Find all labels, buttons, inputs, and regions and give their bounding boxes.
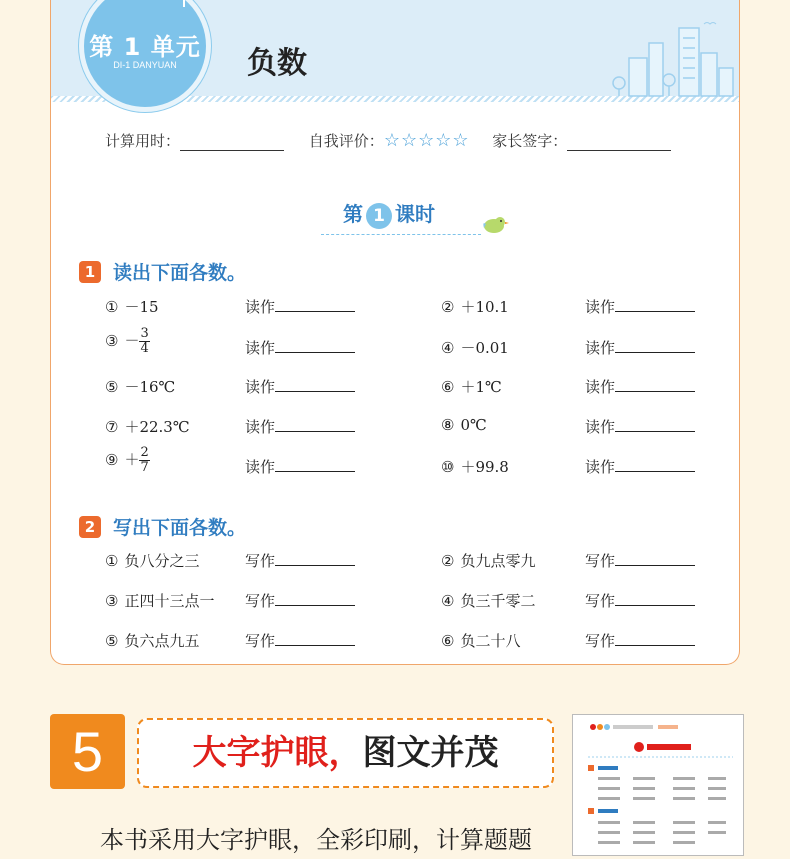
item-value: －15 <box>124 298 159 316</box>
feature-title-black: 图文并茂 <box>362 733 499 773</box>
answer-blank[interactable] <box>275 551 355 566</box>
answer-slot <box>245 550 355 571</box>
item-index: ⑧ <box>441 416 455 434</box>
item-value: －0.01 <box>460 339 509 357</box>
item-index: ③ <box>105 331 119 350</box>
exercise-item <box>441 296 509 317</box>
time-blank[interactable] <box>180 150 284 151</box>
answer-slot <box>585 296 695 317</box>
answer-blank[interactable] <box>275 297 355 312</box>
answer-blank[interactable] <box>615 457 695 472</box>
exercise-item <box>105 416 190 437</box>
section1-badge: 1 <box>79 261 101 283</box>
item-value: ＋ <box>124 450 140 469</box>
item-index: ⑩ <box>441 458 455 476</box>
answer-blank[interactable] <box>275 417 355 432</box>
item-value: ＋10.1 <box>460 298 509 316</box>
answer-slot <box>245 376 355 397</box>
answer-blank[interactable] <box>275 591 355 606</box>
parent-sign-blank[interactable] <box>567 150 671 151</box>
exercise-item <box>105 327 150 356</box>
answer-blank[interactable] <box>615 631 695 646</box>
item-index: ② <box>441 298 455 316</box>
answer-blank[interactable] <box>275 631 355 646</box>
answer-label: 读作 <box>245 298 276 316</box>
star-rating[interactable]: ☆☆☆☆☆ <box>383 130 470 151</box>
exercise-item <box>105 550 199 571</box>
item-value: 负九点零九 <box>460 552 536 570</box>
answer-label: 写作 <box>585 552 616 570</box>
answer-label: 写作 <box>585 632 616 650</box>
answer-slot <box>585 456 695 477</box>
fraction <box>139 446 149 475</box>
answer-label: 读作 <box>585 378 616 396</box>
feature-number: 5 <box>50 714 125 789</box>
item-index: ⑥ <box>441 378 455 396</box>
badge-hanger-line <box>183 0 185 7</box>
section2-badge: 2 <box>79 516 101 538</box>
lesson-suffix: 课时 <box>395 202 435 226</box>
answer-blank[interactable] <box>615 417 695 432</box>
lesson-number: 1 <box>366 203 392 229</box>
answer-slot <box>585 550 695 571</box>
answer-slot <box>585 376 695 397</box>
section2-title: 写出下面各数。 <box>113 517 247 539</box>
sample-page-thumbnail <box>572 714 744 856</box>
section1-title: 读出下面各数。 <box>113 262 247 284</box>
fraction-numerator: 2 <box>140 445 149 460</box>
answer-slot <box>585 630 695 651</box>
exercise-item <box>441 337 509 358</box>
time-label: 计算用时： <box>105 132 181 150</box>
worksheet-card <box>50 0 740 665</box>
item-value: ＋22.3℃ <box>124 418 190 436</box>
answer-blank[interactable] <box>615 338 695 353</box>
item-index: ② <box>441 552 455 570</box>
answer-label: 读作 <box>245 378 276 396</box>
bird-icon <box>481 214 509 236</box>
answer-slot <box>585 416 695 437</box>
answer-slot <box>245 416 355 437</box>
section2-heading <box>79 513 246 540</box>
exercise-item <box>441 416 487 434</box>
exercise-item <box>105 296 159 317</box>
item-value: 负八分之三 <box>124 552 200 570</box>
lesson-underline <box>321 234 481 235</box>
answer-label: 写作 <box>585 592 616 610</box>
item-index: ④ <box>441 592 455 610</box>
item-index: ① <box>105 552 119 570</box>
answer-label: 写作 <box>245 552 276 570</box>
exercise-item <box>441 590 535 611</box>
fraction <box>139 327 149 356</box>
city-skyline-illustration <box>609 18 739 98</box>
item-value: 正四十三点一 <box>124 592 215 610</box>
section1-heading <box>79 258 246 285</box>
item-index: ⑦ <box>105 418 119 436</box>
fraction-numerator: 3 <box>140 326 149 341</box>
answer-slot <box>585 590 695 611</box>
unit-title: 第 1 单元 <box>89 33 201 61</box>
answer-label: 读作 <box>585 418 616 436</box>
answer-blank[interactable] <box>615 377 695 392</box>
feature-title <box>137 718 554 788</box>
answer-slot <box>245 630 355 651</box>
answer-slot <box>245 590 355 611</box>
item-index: ④ <box>441 339 455 357</box>
answer-blank[interactable] <box>275 457 355 472</box>
answer-label: 写作 <box>245 632 276 650</box>
answer-blank[interactable] <box>275 338 355 353</box>
meta-row <box>105 130 705 151</box>
item-value: －16℃ <box>124 378 176 396</box>
answer-slot <box>585 337 695 358</box>
item-index: ⑨ <box>105 450 119 469</box>
exercise-item <box>441 376 502 397</box>
answer-slot <box>245 296 355 317</box>
item-value: ＋1℃ <box>460 378 502 396</box>
item-value: 负三千零二 <box>460 592 536 610</box>
parent-sign-label: 家长签字： <box>492 132 568 150</box>
item-value: 负二十八 <box>460 632 521 650</box>
answer-blank[interactable] <box>615 591 695 606</box>
answer-label: 读作 <box>245 418 276 436</box>
lesson-heading <box>343 198 435 229</box>
unit-subtitle: DI-1 DANYUAN <box>113 60 177 70</box>
fraction-denominator: 4 <box>140 341 149 356</box>
answer-label: 写作 <box>245 592 276 610</box>
answer-slot <box>245 337 355 358</box>
answer-label: 读作 <box>585 298 616 316</box>
item-value: 负六点九五 <box>124 632 200 650</box>
item-index: ⑤ <box>105 378 119 396</box>
answer-label: 读作 <box>245 458 276 476</box>
item-value: － <box>124 331 140 350</box>
feature-title-red: 大字护眼， <box>192 733 363 773</box>
exercise-item <box>441 550 535 571</box>
feature-body: 本书采用大字护眼，全彩印刷，计算题题 <box>100 826 532 854</box>
answer-blank[interactable] <box>615 297 695 312</box>
exercise-item <box>441 630 520 651</box>
answer-blank[interactable] <box>615 551 695 566</box>
item-index: ⑤ <box>105 632 119 650</box>
chapter-title: 负数 <box>247 46 307 81</box>
fraction-denominator: 7 <box>140 460 149 475</box>
answer-blank[interactable] <box>275 377 355 392</box>
exercise-item <box>105 376 175 397</box>
answer-label: 读作 <box>585 339 616 357</box>
self-eval-label: 自我评价： <box>308 132 384 150</box>
lesson-prefix: 第 <box>343 202 363 226</box>
exercise-item <box>441 456 509 477</box>
item-index: ① <box>105 298 119 316</box>
answer-label: 读作 <box>245 339 276 357</box>
exercise-item <box>105 630 199 651</box>
item-value: 0℃ <box>460 416 487 434</box>
item-value: ＋99.8 <box>460 458 509 476</box>
answer-slot <box>245 456 355 477</box>
item-index: ⑥ <box>441 632 455 650</box>
exercise-item <box>105 590 214 611</box>
item-index: ③ <box>105 592 119 610</box>
answer-label: 读作 <box>585 458 616 476</box>
exercise-item <box>105 446 150 475</box>
